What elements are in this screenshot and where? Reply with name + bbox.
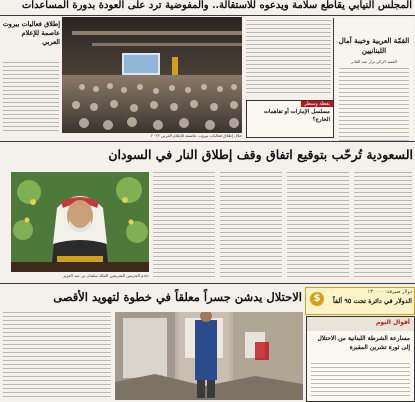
sudan-text-col-2 — [220, 172, 282, 278]
lead-story-text — [246, 20, 331, 96]
side-title: القمّة العربية وخيبة آمال اللبنانيين — [338, 36, 410, 55]
dollar-icon: $ — [310, 292, 324, 306]
daily-box-text — [311, 363, 410, 397]
conference-hall-image — [62, 17, 242, 133]
side-text — [339, 68, 409, 144]
daily-box-title: مسارعة الشرطة اللبنانية من الاحتلال إلى ثورة تشرين المقبرة — [317, 335, 410, 351]
dollar-box — [305, 287, 415, 315]
daily-box-header — [307, 317, 414, 331]
highlight-box — [246, 100, 334, 138]
daily-box — [306, 316, 415, 402]
king-image — [11, 172, 149, 272]
sudan-text-col-3 — [287, 172, 349, 278]
dollar-title: الدولار في دائرة تحت ٩٥ ألفاً — [333, 297, 412, 305]
aqsa-text — [3, 312, 111, 400]
highlight-title: مسلسل الإمارات أو تفاهمات الخارج؟ — [263, 109, 330, 123]
top-rule — [0, 15, 415, 16]
sudan-headline: السعودية تُرحّب بتوقيع اتفاق وقف إطلاق النار في السودان — [108, 147, 413, 162]
demolition-image — [115, 312, 303, 400]
demolition-photo — [115, 312, 303, 400]
side-byline: العميد الركن نزار عبد القادر — [351, 59, 397, 64]
king-caption: خادم الحرمين الشريفين الملك سلمان بن عبد العزيز — [63, 273, 149, 278]
top-headline: المجلس النيابي يقاطع سلامة ويدعوه للاستقالة.. والمفوضية ترد على العودة بدورة المساعدات — [21, 0, 412, 11]
conference-photo — [62, 17, 242, 133]
highlight-kicker: نقطة وسطر — [301, 101, 333, 107]
sudan-text-col-4 — [354, 172, 412, 278]
conference-caption: خلال إطلاق فعاليات بيروت عاصمة للإعلام العربي ٢٠٢٣ — [151, 133, 242, 138]
sudan-text-col-1 — [153, 172, 215, 278]
mid-rule — [0, 141, 415, 142]
dollar-label: دولار صيرفة: ١٣٠٠٠٠ — [367, 289, 412, 295]
side-column — [335, 18, 413, 136]
aqsa-headline: الاحتلال يدشن جسراً معلقاً في خطوة لتهويد الأقصى — [53, 290, 302, 304]
conference-title: إطلاق فعاليات بيروت عاصمة للإعلام العربي — [2, 20, 60, 46]
daily-box-label: أقوال اليوم — [375, 319, 410, 326]
conference-text — [3, 62, 59, 134]
lower-rule — [0, 283, 415, 284]
king-photo — [11, 172, 149, 272]
